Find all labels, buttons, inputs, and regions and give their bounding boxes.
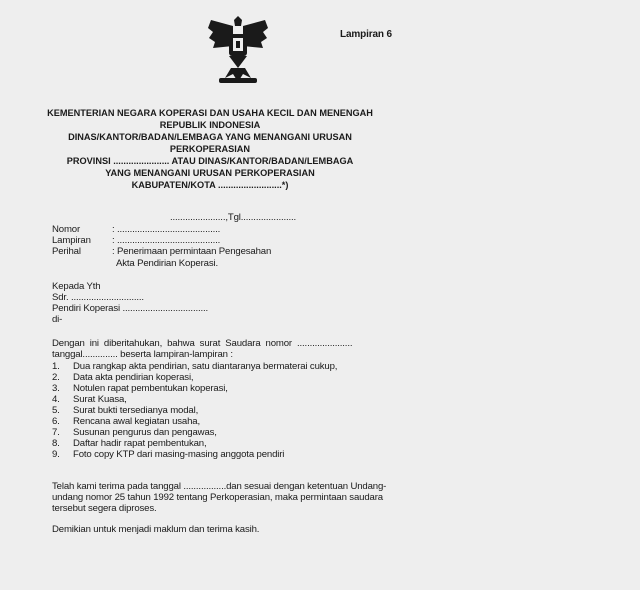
lampiran-row (52, 235, 220, 246)
perihal-value-2: Akta Pendirian Koperasi. (116, 258, 218, 269)
list-item: 8. Daftar hadir rapat pembentukan, (52, 438, 207, 449)
recipient-line: Pendiri Koperasi .................................. (52, 303, 209, 314)
body-intro-line: tanggal.............. beserta lampiran-lampiran : (52, 349, 233, 360)
list-item: 2. Data akta pendirian koperasi, (52, 372, 194, 383)
closing-line: Demikian untuk menjadi maklum dan terima kasih. (52, 524, 260, 535)
list-item: 6. Rencana awal kegiatan usaha, (52, 416, 201, 427)
list-item: 3. Notulen rapat pembentukan koperasi, (52, 383, 228, 394)
lampiran-value: : ......................................... (112, 235, 221, 246)
header-line: DINAS/KANTOR/BADAN/LEMBAGA YANG MENANGANI URUSAN (68, 132, 352, 142)
nomor-label: Nomor (52, 224, 81, 235)
attachment-label: Lampiran 6 (340, 29, 392, 40)
list-item: 5. Surat bukti tersedianya modal, (52, 405, 199, 416)
nomor-value: : ......................................... (112, 224, 221, 235)
lampiran-label: Lampiran (52, 235, 91, 246)
closing-paragraph-line: tersebut segera diproses. (52, 503, 157, 514)
recipient-line: di- (52, 314, 63, 325)
list-item: 9. Foto copy KTP dari masing-masing anggota pendiri (52, 449, 285, 460)
recipient-line: Sdr. ............................. (52, 292, 144, 303)
body-intro-line: Dengan ini diberitahukan, bahwa surat Saudara nomor ...................... (52, 338, 353, 349)
perihal-value: : Penerimaan permintaan Pengesahan (112, 246, 272, 257)
header-line: REPUBLIK INDONESIA (159, 120, 261, 130)
closing-paragraph-line: undang nomor 25 tahun 1992 tentang Perkoperasian, maka permintaan saudara (52, 492, 383, 503)
header-line: KEMENTERIAN NEGARA KOPERASI DAN USAHA KECIL DAN MENENGAH (47, 108, 373, 118)
header-line: PROVINSI ...................... ATAU DINAS/KANTOR/BADAN/LEMBAGA (66, 156, 354, 166)
list-item: 4. Surat Kuasa, (52, 394, 127, 405)
garuda-emblem-icon (205, 12, 271, 88)
nomor-row (52, 224, 220, 235)
header-line: KABUPATEN/KOTA .........................*) (131, 180, 289, 190)
header-line: YANG MENANGANI URUSAN PERKOPERASIAN (105, 168, 315, 178)
closing-paragraph-line: Telah kami terima pada tanggal .................dan sesuai dengan ketentuan Undang- (52, 481, 387, 492)
list-item: 7. Susunan pengurus dan pengawas, (52, 427, 217, 438)
header-line: PERKOPERASIAN (169, 144, 251, 154)
perihal-row (52, 246, 271, 257)
recipient-line: Kepada Yth (52, 281, 101, 292)
date-line: ......................,Tgl...................... (170, 212, 297, 223)
list-item: 1. Dua rangkap akta pendirian, satu diantaranya bermaterai cukup, (52, 361, 338, 372)
perihal-label: Perihal (52, 246, 81, 257)
